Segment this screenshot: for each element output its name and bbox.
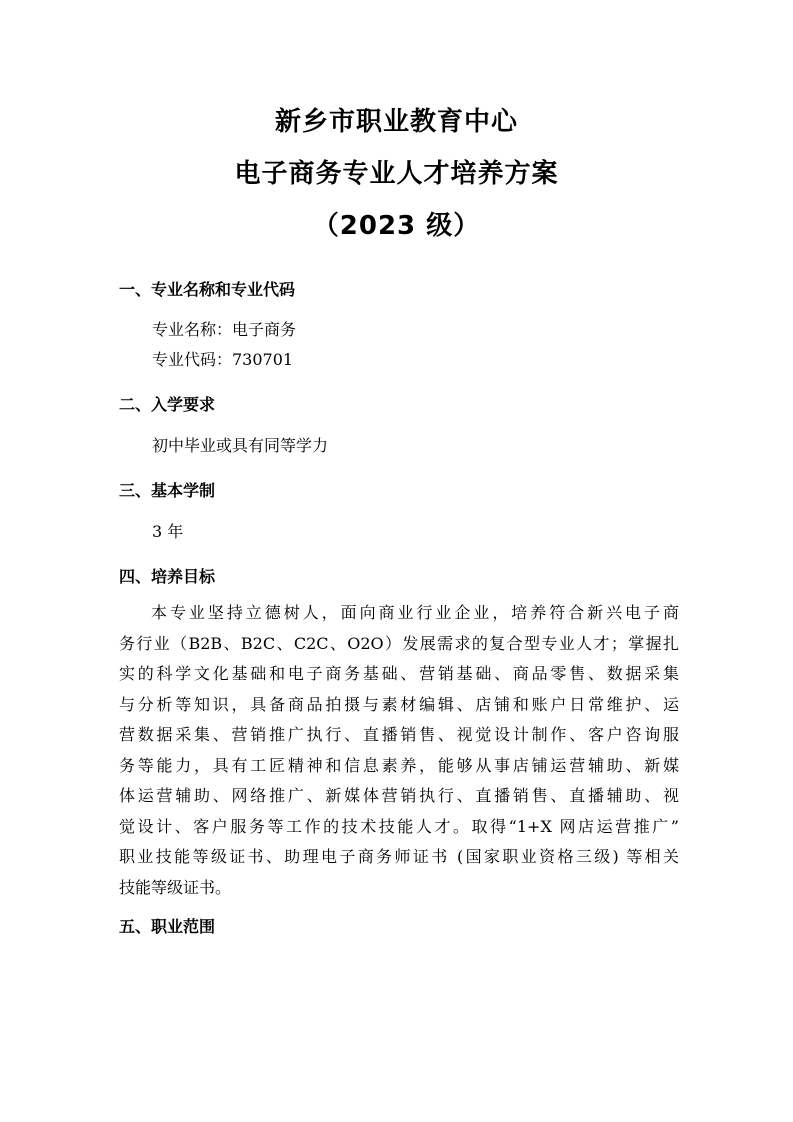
section-heading-admission: 二、入学要求 <box>119 395 216 414</box>
paragraph-line: 实的科学文化基础和电子商务基础、营销基础、商品零售、数据采集 <box>119 664 679 683</box>
paragraph-line: 务行业（B2B、B2C、C2C、O2O）发展需求的复合型专业人才；掌握扎 <box>119 633 679 653</box>
major-code-line: 专业代码：730701 <box>152 350 294 369</box>
cohort-title: （2023 级） <box>312 211 481 241</box>
paragraph-line: 体运营辅助、网络推广、新媒体营销执行、直播销售、直播辅助、视 <box>119 786 679 805</box>
school-title: 新乡市职业教育中心 <box>274 107 518 137</box>
section-heading-major: 一、专业名称和专业代码 <box>119 280 296 299</box>
paragraph-line: 职业技能等级证书、助理电子商务师证书 (国家职业资格三级) 等相关 <box>119 847 679 866</box>
training-objective-paragraph <box>119 598 679 903</box>
paragraph-line: 本专业坚持立德树人，面向商业行业企业，培养符合新兴电子商 <box>151 603 679 622</box>
section-heading-objective: 四、培养目标 <box>119 567 216 586</box>
section-heading-duration: 三、基本学制 <box>119 481 216 500</box>
paragraph-line: 务等能力，具有工匠精神和信息素养，能够从事店铺运营辅助、新媒 <box>119 755 679 775</box>
section-heading-career-scope: 五、职业范围 <box>119 917 216 936</box>
major-name-line: 专业名称：电子商务 <box>152 320 297 339</box>
paragraph-line: 觉设计、客户服务等工作的技术技能人才。取得“1+X 网店运营推广” <box>119 816 679 836</box>
paragraph-line: 营数据采集、营销推广执行、直播销售、视觉设计制作、客户咨询服 <box>119 725 679 744</box>
program-title: 电子商务专业人才培养方案 <box>234 159 559 189</box>
paragraph-line: 技能等级证书。 <box>119 877 232 897</box>
paragraph-line: 与分析等知识，具备商品拍摄与素材编辑、店铺和账户日常维护、运 <box>119 694 679 714</box>
study-duration: 3 年 <box>152 522 184 541</box>
admission-requirement: 初中毕业或具有同等学力 <box>152 436 329 455</box>
